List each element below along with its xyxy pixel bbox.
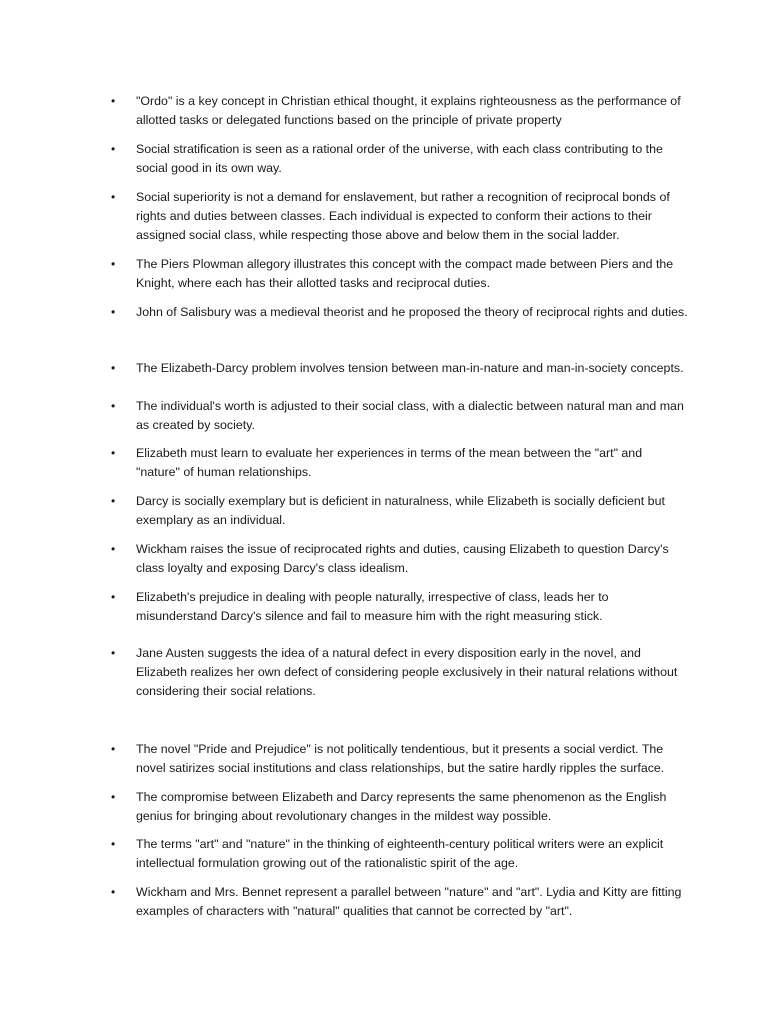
list-item-text: Elizabeth's prejudice in dealing with people naturally, irrespective of class, leads her to misunderstand Darcy's silence and fail to measure him with the right measuring stick. [136,590,609,623]
list-item [108,140,688,178]
list-item [108,540,688,578]
bullet-icon: • [111,542,116,556]
list-item [108,92,688,130]
bullet-icon: • [111,190,116,204]
list-item-text: Wickham raises the issue of reciprocated rights and duties, causing Elizabeth to question Darcy's class loyalty and exposing Darcy's class idealism. [136,542,669,575]
list-item [108,883,688,921]
list-item-text: Social stratification is seen as a rational order of the universe, with each class contributing to the social good in its own way. [136,142,663,175]
list-item-text: Jane Austen suggests the idea of a natural defect in every disposition early in the novel, and Elizabeth realizes her own defect of considering people exclusively in their natural relations without considering their social relations. [136,646,678,698]
list-item-text: Social superiority is not a demand for enslavement, but rather a recognition of reciprocal bonds of rights and duties between classes. Each individual is expected to conform their actions to their assigned social class, while respecting those above and below them in the social ladder. [136,190,670,242]
list-item [108,188,688,245]
bullet-icon: • [111,257,116,271]
bullet-icon: • [111,142,116,156]
list-item [108,588,688,626]
bullet-icon: • [111,790,116,804]
list-item-text: "Ordo" is a key concept in Christian ethical thought, it explains righteousness as the performance of allotted tasks or delegated functions based on the principle of private property [136,94,681,127]
list-item-text: The compromise between Elizabeth and Darcy represents the same phenomenon as the English genius for bringing about revolutionary changes in the mildest way possible. [136,790,667,823]
list-item [108,835,688,873]
bullet-icon: • [111,742,116,756]
bullet-icon: • [111,494,116,508]
bullet-icon: • [111,837,116,851]
list-item-text: The terms "art" and "nature" in the thinking of eighteenth-century political writers were an explicit intellectual formulation growing out of the rationalistic spirit of the age. [136,837,664,870]
list-item-text: Wickham and Mrs. Bennet represent a parallel between "nature" and "art". Lydia and Kitty are fitting examples of characters with "natural" qualities that cannot be corrected by "art". [136,885,682,918]
list-item [108,397,688,435]
list-item [108,303,688,322]
list-item [108,359,688,378]
bullet-icon: • [111,446,116,460]
bullet-icon: • [111,361,116,375]
list-item-text: The individual's worth is adjusted to their social class, with a dialectic between natural man and man as created by society. [136,399,684,432]
bullet-icon: • [111,590,116,604]
bullet-icon: • [111,399,116,413]
bullet-icon: • [111,646,116,660]
list-item-text: The Piers Plowman allegory illustrates this concept with the compact made between Piers and the Knight, where each has their allotted tasks and reciprocal duties. [136,257,674,290]
bullet-icon: • [111,305,116,319]
list-item-text: The Elizabeth-Darcy problem involves tension between man-in-nature and man-in-society concepts. [136,361,684,375]
list-item [108,444,688,482]
list-item-text: Elizabeth must learn to evaluate her experiences in terms of the mean between the "art" and "nature" of human relationships. [136,446,643,479]
list-item [108,788,688,826]
list-item [108,644,688,701]
list-item [108,255,688,293]
bullet-icon: • [111,94,116,108]
list-item-text: John of Salisbury was a medieval theorist and he proposed the theory of reciprocal rights and duties. [136,305,688,319]
list-item-text: The novel "Pride and Prejudice" is not politically tendentious, but it presents a social verdict. The novel satirizes social institutions and class relationships, but the satire hardly ripples the surface. [136,742,665,775]
bullet-icon: • [111,885,116,899]
list-item [108,740,688,778]
list-item [108,492,688,530]
list-item-text: Darcy is socially exemplary but is deficient in naturalness, while Elizabeth is socially deficient but exemplary as an individual. [136,494,665,527]
